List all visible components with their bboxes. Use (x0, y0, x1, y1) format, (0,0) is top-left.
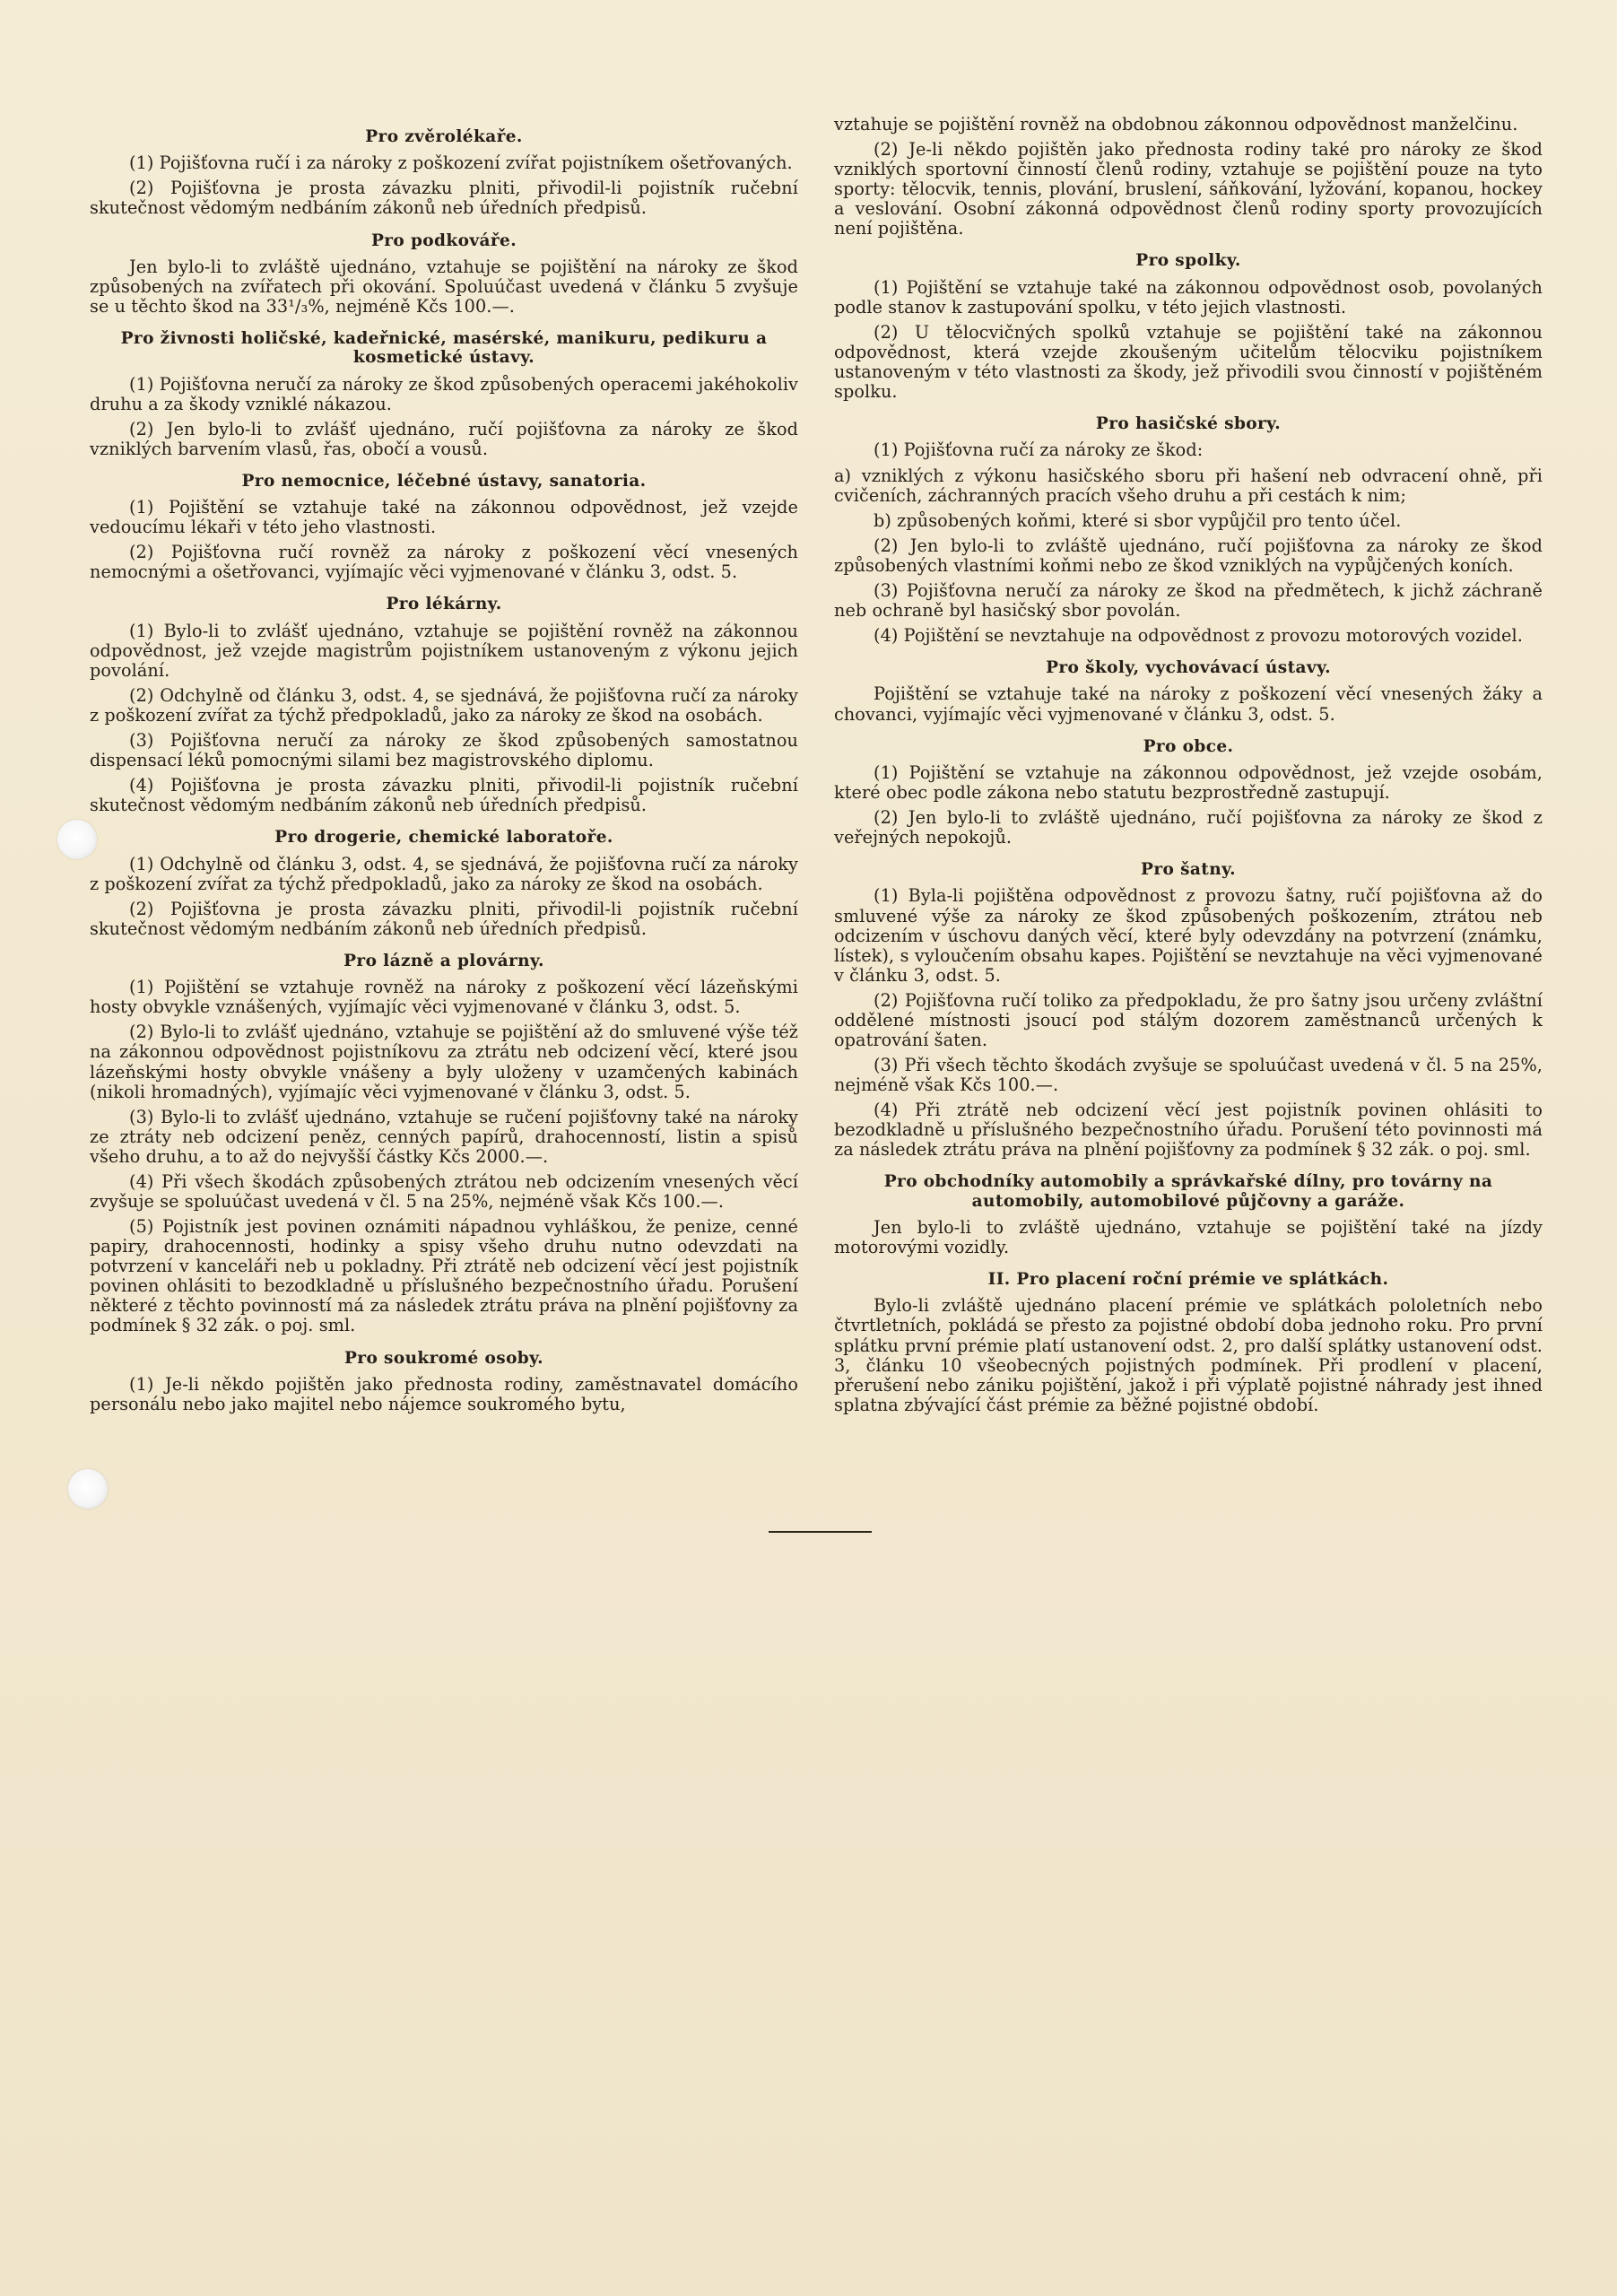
paragraph: Jen bylo-li to zvláště ujednáno, vztahuje se pojištění na nároky ze škod způsobených na zvířatech při okování. Spoluúčast uvedená v článku 5 zvyšuje se u těchto škod na 33¹/₃%, nejméně Kčs 100.—. (90, 256, 798, 317)
section-heading: Pro soukromé osoby. (343, 1348, 544, 1368)
paragraph: (4) Pojištění se nevztahuje na odpovědnost z provozu motorových vozidel. (874, 625, 1523, 647)
paragraph: (1) Pojištění se vztahuje také na zákonnou odpovědnost osob, povolaných podle stanov k zastupování spolku, v této jejich vlastnosti. (834, 276, 1543, 317)
paragraph: (1) Pojišťovna ručí za nároky ze škod: (874, 439, 1204, 461)
left-column (90, 115, 798, 1420)
paragraph: Bylo-li zvláště ujednáno placení prémie ve splátkách pololetních nebo čtvrtletních, pokládá se přesto za pojistné období doba jednoho roku. Pro první splátku první prémie platí ustanovení odst. 2, pro další splátky ustanovení odst. 3, článku 10 všeobecných pojistných podmínek. Při prodlení v placení, přerušení nebo zániku pojištění, jakož i při výplatě pojistné náhrady jest ihned splatna zbývající část prémie za běžné pojistné období. (834, 1295, 1543, 1415)
paragraph: (2) Bylo-li to zvlášť ujednáno, vztahuje se pojištění až do smluvené výše též na zákonnou odpovědnost pojistníkovu za ztrátu neb odcizení věcí, které jsou lázeňskými hosty obvykle vnášeny a byly uloženy v uzamčených kabinách (nikoli hromadných), vyjímajíc věci vyjmenované v článku 3, odst. 5. (90, 1022, 798, 1102)
paragraph: (3) Pojišťovna neručí za nároky ze škod na předmětech, k jichž záchraně neb ochraně byl hasičský sbor povolán. (834, 579, 1543, 622)
paragraph: (4) Pojišťovna je prosta závazku plniti, přivodil-li pojistník ručební skutečnost vědomým nedbáním zákonů neb úředních předpisů. (90, 775, 798, 816)
paragraph: (5) Pojistník jest povinen oznámiti nápadnou vyhláškou, že penize, cenné papiry, drahocennosti, hodinky a spisy všeho druhu nutno odevzdati na potvrzení v kanceláři neb u pokladny. Při ztrátě neb odcizení věcí jest pojistník povinen ohlásiti to bezodkladně u příslušného bezpečnostního úřadu. Porušení některé z těchto povinností má za následek ztrátu práva na plnění pojišťovny za podmínek § 32 zák. o poj. sml. (90, 1216, 798, 1336)
right-column (834, 115, 1543, 1421)
paragraph: (3) Bylo-li to zvlášť ujednáno, vztahuje se ručení pojišťovny také na nároky ze ztráty neb odcizení peněz, cenných papírů, drahocenností, listin a spisů všeho druhu, a to až do nejvyšší částky Kčs 2000.—. (90, 1106, 798, 1167)
section-heading: Pro lékárny. (386, 595, 502, 614)
paragraph: (2) Jen bylo-li to zvláště ujednáno, ručí pojišťovna za nároky ze škod způsobených vlastními koňmi nebo ze škod vzniklých na vypůjčených koních. (834, 535, 1543, 576)
paragraph: (1) Pojištění se vztahuje rovněž na nároky z poškození věcí lázeňskými hosty obvykle vznášených, vyjímajíc věci vyjmenované v článku 3, odst. 5. (90, 977, 798, 1018)
punch-hole-icon (57, 820, 97, 859)
paragraph: (2) Pojišťovna je prosta závazku plniti, přivodil-li pojistník ručební skutečnost vědomým nedbáním zákonů neb úředních předpisů. (90, 178, 798, 219)
paragraph: (1) Bylo-li to zvlášť ujednáno, vztahuje se pojištění rovněž na zákonnou odpovědnost, jež vzejde magistrům pojistníkem ustanoveným z výkonu jejich povolání. (90, 620, 798, 681)
section-heading: Pro obce. (1143, 736, 1234, 756)
section-heading: Pro šatny. (1141, 860, 1236, 880)
paragraph: a) vzniklých z výkonu hasičského sboru při hašení neb odvracení ohně, při cvičeních, záchranných pracích všeho druhu a při cestách k nim; (834, 465, 1543, 506)
section-heading: Pro obchodníky automobily a správkařské dílny, pro továrny na automobily, automobilové půjčovny a garáže. (883, 1172, 1493, 1211)
paragraph: (2) Jen bylo-li to zvlášť ujednáno, ručí pojišťovna za nároky ze škod vzniklých barvením vlasů, řas, obočí a vousů. (90, 418, 798, 459)
section-heading: Pro lázně a plovárny. (343, 951, 544, 970)
paragraph: (2) Jen bylo-li to zvláště ujednáno, ručí pojišťovna za nároky ze škod z veřejných nepokojů. (834, 807, 1543, 848)
paragraph: (1) Pojištění se vztahuje také na zákonnou odpovědnost, jež vzejde vedoucímu lékaři v této jeho vlastnosti. (90, 497, 798, 538)
paragraph: (2) Pojišťovna ručí toliko za předpokladu, že pro šatny jsou určeny zvláštní oddělené místnosti jsoucí pod stálým dozorem zaměstnanců určených k opatrování šaten. (834, 989, 1543, 1050)
paragraph: (3) Při všech těchto škodách zvyšuje se spoluúčast uvedená v čl. 5 na 25%, nejméně však Kčs 100.—. (834, 1055, 1543, 1096)
paragraph: (4) Při všech škodách způsobených ztrátou neb odcizením vnesených věcí zvyšuje se spoluúčast uvedená v čl. 5 na 25%, nejméně však Kčs 100.—. (90, 1170, 798, 1213)
paragraph: (2) Odchylně od článku 3, odst. 4, se sjednává, že pojišťovna ručí za nároky z poškození zvířat za týchž předpokladů, jako za nároky ze škod na osobách. (90, 684, 798, 726)
section-heading: Pro hasičské sbory. (1095, 414, 1282, 434)
paragraph: (1) Byla-li pojištěna odpovědnost z provozu šatny, ručí pojišťovna až do smluvené výše za nároky ze škod způsobených poškozením, ztrátou neb odcizením v úschovu daných věcí, které byly odevzdány na potvrzení (známku, lístek), s vyloučením obsahu kapes. Pojištění se nevztahuje na věci vyjmenované v článku 3, odst. 5. (834, 885, 1543, 986)
section-heading: Pro nemocnice, léčebné ústavy, sanatoria. (241, 471, 647, 491)
punch-hole-icon (68, 1469, 108, 1509)
section-heading: Pro školy, vychovávací ústavy. (1046, 658, 1331, 678)
paragraph: (2) U tělocvičných spolků vztahuje se pojištění také na zákonnou odpovědnost, která vzejde zkoušeným učitelům tělocviku pojistníkem ustanoveným v této vlastnosti za škody, jež přivodili svou činností v pojištěném spolku. (834, 321, 1543, 403)
paragraph: (1) Pojišťovna neručí za nároky ze škod způsobených operacemi jakéhokoliv druhu a za škody vzniklé nákazou. (90, 373, 798, 414)
end-divider-line (769, 1531, 872, 1533)
paragraph: (1) Je-li někdo pojištěn jako přednosta rodiny, zaměstnavatel domácího personálu nebo jako majitel nebo nájemce soukromého bytu, (90, 1373, 798, 1414)
paragraph: (1) Pojištění se vztahuje na zákonnou odpovědnost, jež vzejde osobám, které obec podle zákona nebo statutu bezprostředně zastupují. (834, 761, 1543, 803)
paragraph: (1) Pojišťovna ručí i za nároky z poškození zvířat pojistníkem ošetřovaných. (129, 152, 793, 174)
section-heading: Pro živnosti holičské, kadeřnické, masérské, manikuru, pedikuru a kosmetické ústavy. (120, 329, 768, 368)
section-heading: Pro zvěrolékaře. (365, 127, 523, 146)
paragraph: (2) Pojišťovna je prosta závazku plniti, přivodil-li pojistník ručební skutečnost vědomým nedbáním zákonů neb úředních předpisů. (90, 898, 798, 939)
paragraph: Jen bylo-li to zvláště ujednáno, vztahuje se pojištění také na jízdy motorovými vozidly. (834, 1216, 1543, 1258)
paragraph: (4) Při ztrátě neb odcizení věcí jest pojistník povinen ohlásiti to bezodkladně u příslušného bezpečnostního úřadu. Porušení této povinnosti má za následek ztrátu práva na plnění pojišťovny za podmínek § 32 zák. o poj. sml. (834, 1100, 1543, 1161)
paragraph: vztahuje se pojištění rovněž na obdobnou zákonnou odpovědnost manželčinu. (834, 114, 1518, 135)
section-heading: Pro spolky. (1135, 251, 1241, 271)
section-heading: Pro drogerie, chemické laboratoře. (274, 828, 613, 848)
paragraph: (1) Odchylně od článku 3, odst. 4, se sjednává, že pojišťovna ručí za nároky z poškození zvířat za týchž předpokladů, jako za nároky ze škod na osobách. (90, 853, 798, 894)
section-heading: Pro podkováře. (370, 230, 517, 250)
section-heading: II. Pro placení roční prémie ve splátkách. (987, 1270, 1389, 1290)
paragraph: (3) Pojišťovna neručí za nároky ze škod způsobených samostatnou dispensací léků pomocnými silami bez magistrovského diplomu. (90, 730, 798, 771)
paragraph: b) způsobených koňmi, které si sbor vypůjčil pro tento účel. (874, 509, 1402, 531)
paragraph: Pojištění se vztahuje také na nároky z poškození věcí vnesených žáky a chovanci, vyjímajíc věci vyjmenované v článku 3, odst. 5. (834, 683, 1543, 725)
paragraph: (2) Je-li někdo pojištěn jako přednosta rodiny také pro nároky ze škod vzniklých sportovní činností členů rodiny, vztahuje se pojištění pouze na tyto sporty: tělocvik, tennis, plování, bruslení, sáňkování, lyžování, kopanou, hockey a veslování. Osobní zákonná odpovědnost členů rodiny sporty provozujících není pojištěna. (834, 139, 1543, 239)
paragraph: (2) Pojišťovna ručí rovněž za nároky z poškození věcí vnesených nemocnými a ošetřovanci, vyjímajíc věci vyjmenované v článku 3, odst. 5. (90, 542, 798, 583)
